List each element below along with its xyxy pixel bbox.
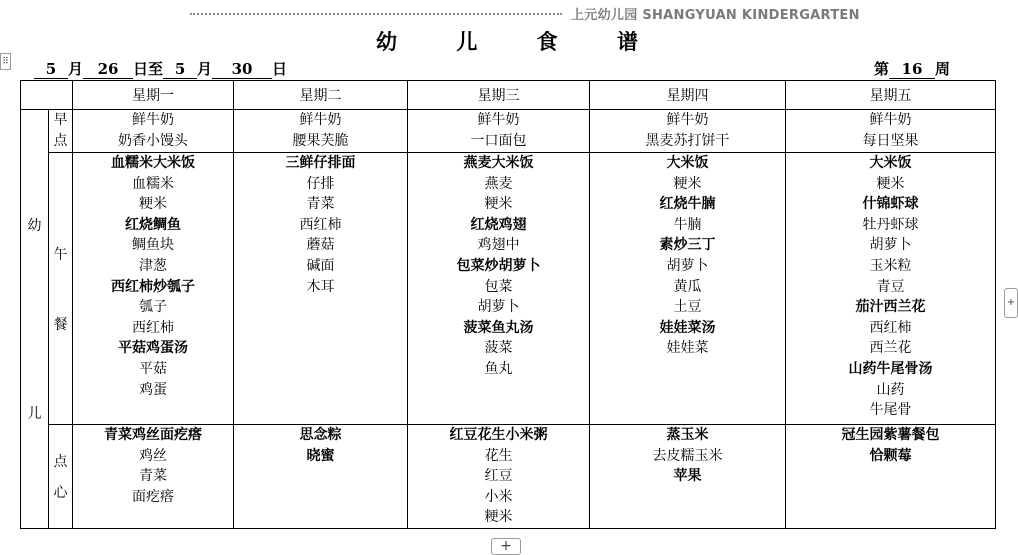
- dish-name: 大米饭: [869, 155, 912, 171]
- month-label: 月: [68, 60, 84, 78]
- week-value: 16: [889, 61, 935, 79]
- meal-label-breakfast: [49, 110, 73, 153]
- ingredient: 西兰花: [869, 340, 912, 357]
- dish-name: 晓蜜: [306, 447, 335, 464]
- group-label-char: 儿: [27, 405, 42, 422]
- ingredient: 鲜牛奶: [869, 112, 912, 128]
- lunch-wed: [408, 153, 590, 425]
- ingredient: 粳米: [484, 196, 513, 213]
- ingredient: 牡丹虾球: [862, 216, 919, 233]
- dish-name: 恰颗莓: [869, 447, 912, 464]
- breakfast-mon: [73, 110, 234, 153]
- dish-name: 思念粽: [299, 427, 342, 443]
- dish-name: 茄汁西兰花: [855, 299, 926, 316]
- day-to-label: 日至: [133, 60, 164, 78]
- ingredient: 包菜: [484, 278, 513, 295]
- end-day: 30: [212, 61, 272, 79]
- header-brand: 上元幼儿园 SHANGYUAN KINDERGARTEN: [571, 8, 860, 23]
- dish-name: 平菇鸡蛋汤: [118, 340, 188, 357]
- snack-fri: [786, 425, 996, 529]
- lunch-tue: [234, 153, 408, 425]
- dish-name: 血糯米大米饭: [111, 155, 195, 171]
- ingredient: 胡萝卜: [477, 299, 520, 316]
- dish-name: 菠菜鱼丸汤: [463, 319, 534, 336]
- snack-row: [21, 425, 996, 529]
- ingredient: 鸡蛋: [139, 381, 167, 398]
- day-label: 日: [272, 60, 288, 78]
- dish-name: 燕麦大米饭: [463, 155, 534, 171]
- ingredient: 津葱: [139, 257, 167, 274]
- ingredient: 蘑菇: [306, 237, 335, 254]
- day-header-row: [21, 81, 996, 110]
- breakfast-thu: [590, 110, 786, 153]
- ingredient: 青豆: [876, 278, 905, 295]
- breakfast-fri: [786, 110, 996, 153]
- ingredient: 玉米粒: [869, 257, 912, 274]
- ingredient: 花生: [484, 447, 513, 464]
- ingredient: 土豆: [673, 299, 702, 316]
- ingredient: 鸡丝: [139, 447, 167, 464]
- ingredient: 血糯米: [132, 175, 174, 192]
- ingredient: 粳米: [139, 196, 167, 213]
- ingredient: 黄瓜: [673, 278, 702, 295]
- dish-name: 大米饭: [666, 155, 709, 171]
- dish-name: 红豆花生小米粥: [449, 427, 548, 443]
- ingredient: 粳米: [484, 509, 513, 526]
- ingredient: 胡萝卜: [869, 237, 912, 254]
- add-column-icon[interactable]: +: [1004, 288, 1018, 318]
- ingredient: 牛尾骨: [869, 402, 912, 419]
- ingredient: 每日坚果: [862, 132, 919, 149]
- group-label-char: 幼: [27, 218, 42, 235]
- meal-label-snack: [49, 425, 73, 529]
- ingredient: 平菇: [139, 360, 167, 377]
- ingredient: 青菜: [306, 196, 335, 213]
- ingredient: 小米: [484, 488, 513, 505]
- ingredient: 胡萝卜: [666, 257, 709, 274]
- ingredient: 牛腩: [673, 216, 702, 233]
- corner-cell: [21, 81, 73, 110]
- day-header-tue: 星期二: [234, 81, 408, 110]
- ingredient: 一口面包: [470, 132, 527, 149]
- week-number: [874, 58, 950, 79]
- month-label: 月: [197, 60, 213, 78]
- dish-name: 红烧鲷鱼: [125, 216, 181, 233]
- ingredient: 西红柿: [299, 216, 342, 233]
- breakfast-tue: [234, 110, 408, 153]
- day-header-fri: 星期五: [786, 81, 996, 110]
- ingredient: 菠菜: [484, 340, 513, 357]
- add-row-button[interactable]: +: [491, 538, 521, 555]
- meal-label-char: 点: [53, 133, 68, 149]
- snack-thu: [590, 425, 786, 529]
- ingredient: 青菜: [139, 468, 167, 485]
- ingredient: 鲜牛奶: [132, 112, 174, 128]
- snack-tue: [234, 425, 408, 529]
- page-title: 幼 儿 食 谱: [376, 29, 664, 54]
- ingredient: 粳米: [876, 175, 905, 192]
- ingredient: 鲜牛奶: [477, 112, 520, 128]
- dish-name: 素炒三丁: [659, 237, 716, 254]
- lunch-fri: [786, 153, 996, 425]
- day-header-thu: 星期四: [590, 81, 786, 110]
- meal-label-char: 早: [53, 112, 68, 129]
- start-day: 26: [83, 61, 133, 79]
- meal-label-lunch: [49, 153, 73, 425]
- ingredient: 娃娃菜: [666, 340, 709, 357]
- ingredient: 奶香小馒头: [118, 132, 188, 149]
- dish-name: 冠生园紫薯餐包: [841, 427, 940, 443]
- dish-name: 红烧牛腩: [659, 196, 716, 213]
- date-range: [34, 58, 287, 79]
- day-header-wed: 星期三: [408, 81, 590, 110]
- snack-wed: [408, 425, 590, 529]
- meal-label-char: 午: [53, 246, 68, 263]
- ingredient: 西红柿: [869, 319, 912, 336]
- dish-name: 苹果: [673, 468, 702, 485]
- ingredient: 腰果芙脆: [292, 132, 349, 149]
- meal-label-char: 餐: [53, 316, 68, 333]
- ingredient: 燕麦: [484, 175, 513, 192]
- lunch-thu: [590, 153, 786, 425]
- dish-name: 包菜炒胡萝卜: [456, 257, 541, 274]
- day-header-mon: 星期一: [73, 81, 234, 110]
- dish-name: 娃娃菜汤: [659, 319, 716, 336]
- dish-name: 红烧鸡翅: [470, 216, 527, 233]
- ingredient: 瓠子: [139, 299, 167, 316]
- ingredient: 面疙瘩: [132, 488, 174, 505]
- ingredient: 鲜牛奶: [666, 112, 709, 128]
- ingredient: 仔排: [306, 175, 335, 192]
- meal-label-char: 心: [53, 485, 68, 501]
- lunch-row: [21, 153, 996, 425]
- ingredient: 山药: [876, 381, 905, 398]
- ingredient: 粳米: [673, 175, 702, 192]
- snack-mon: [73, 425, 234, 529]
- header-dotted-rule: [190, 13, 562, 15]
- ingredient: 黑麦苏打饼干: [645, 132, 730, 149]
- start-month: 5: [34, 61, 68, 79]
- dish-name: 三鲜仔排面: [285, 155, 356, 171]
- ingredient: 鱼丸: [484, 360, 513, 377]
- ingredient: 西红柿: [132, 319, 174, 336]
- ingredient: 鸡翅中: [477, 237, 520, 254]
- dish-name: 蒸玉米: [666, 427, 709, 443]
- ingredient: 碱面: [306, 257, 335, 274]
- lunch-mon: [73, 153, 234, 425]
- end-month: 5: [163, 61, 197, 79]
- dish-name: 青菜鸡丝面疙瘩: [104, 427, 202, 443]
- menu-table: [20, 80, 996, 529]
- dish-name: 山药牛尾骨汤: [848, 360, 933, 377]
- dish-name: 西红柿炒瓠子: [111, 278, 195, 295]
- dish-name: 什锦虾球: [862, 196, 919, 213]
- breakfast-wed: [408, 110, 590, 153]
- group-label-cell: [21, 110, 49, 529]
- week-prefix: 第: [873, 60, 889, 78]
- ingredient: 木耳: [306, 278, 335, 295]
- breakfast-row: [21, 110, 996, 153]
- ingredient: 鲜牛奶: [299, 112, 342, 128]
- table-move-handle-icon[interactable]: ⠿: [0, 53, 11, 70]
- ingredient: 红豆: [484, 468, 513, 485]
- week-suffix: 周: [934, 60, 950, 78]
- ingredient: 鲷鱼块: [132, 237, 174, 254]
- meal-label-char: 点: [53, 454, 68, 470]
- ingredient: 去皮糯玉米: [652, 447, 723, 464]
